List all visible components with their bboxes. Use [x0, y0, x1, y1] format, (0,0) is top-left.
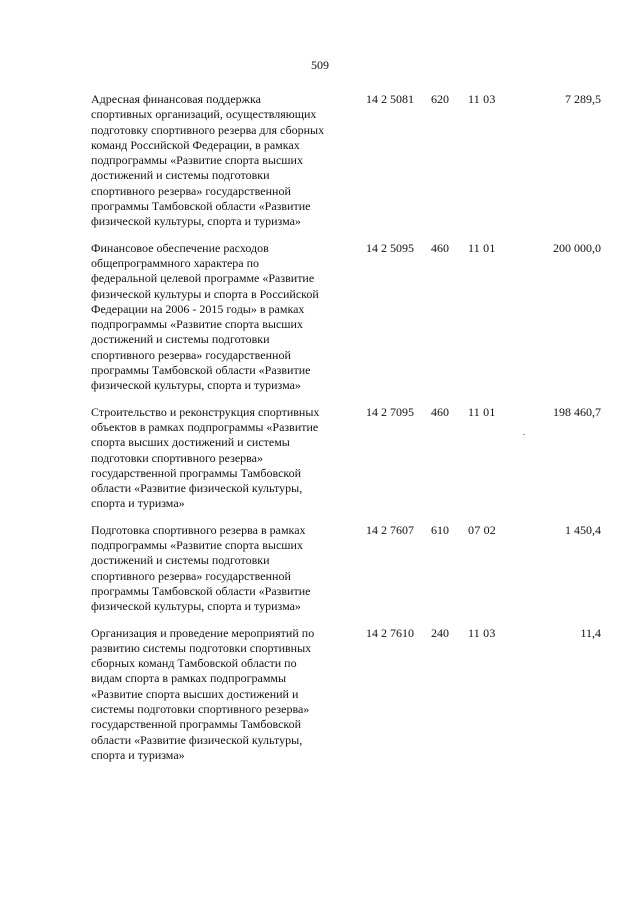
description-line: области «Развитие физической культуры, [91, 732, 303, 747]
description-line: достижений и системы подготовки [91, 332, 270, 347]
description-line: Подготовка спортивного резерва в рамках [91, 522, 306, 537]
amount-value: 11,4 [580, 625, 601, 640]
description-line: сборных команд Тамбовской области по [91, 656, 297, 671]
table-row [91, 92, 601, 230]
section-subsection-code: 11 01 [468, 404, 496, 419]
description-line: спорта и туризма» [91, 496, 185, 511]
description-line: подпрограммы «Развитие спорта высших [91, 153, 303, 168]
description-line: спорта высших достижений и системы [91, 435, 290, 450]
budget-table [91, 92, 601, 763]
description-line: достижений и системы подготовки [91, 553, 270, 568]
description-line: Федерации на 2006 - 2015 годы» в рамках [91, 301, 305, 316]
scan-speck [523, 434, 525, 435]
description-line: развитию системы подготовки спортивных [91, 640, 312, 655]
description-line: Строительство и реконструкция спортивных [91, 404, 320, 419]
description-line: программы Тамбовской области «Развитие [91, 199, 311, 214]
table-row [91, 523, 601, 615]
description-line: Финансовое обеспечение расходов [91, 240, 269, 255]
page-number: 509 [311, 58, 329, 72]
target-article-code: 14 2 5095 [366, 240, 414, 255]
table-row [91, 241, 601, 394]
description-line: программы Тамбовской области «Развитие [91, 583, 311, 598]
row-description [91, 241, 347, 394]
description-line: физической культуры, спорта и туризма» [91, 214, 301, 229]
description-line: программы Тамбовской области «Развитие [91, 363, 311, 378]
amount-value: 7 289,5 [565, 92, 601, 106]
target-article-code: 14 2 7607 [366, 522, 414, 537]
expense-type-code: 460 [431, 404, 449, 419]
description-line: подпрограммы «Развитие спорта высших [91, 538, 303, 553]
table-row [91, 626, 601, 764]
expense-type-code: 610 [431, 522, 449, 537]
description-line: спортивного резерва» государственной [91, 568, 291, 583]
description-line: спортивного резерва» государственной [91, 347, 291, 362]
target-article-code: 14 2 5081 [366, 92, 414, 106]
row-description [91, 523, 347, 615]
description-line: общепрограммного характера по [91, 255, 260, 270]
section-subsection-code: 07 02 [468, 522, 496, 537]
description-line: спорта и туризма» [91, 747, 185, 762]
expense-type-code: 620 [431, 92, 449, 106]
section-subsection-code: 11 01 [468, 240, 496, 255]
row-description [91, 92, 347, 230]
description-line: спортивных организаций, осуществляющих [91, 107, 317, 122]
description-line: государственной программы Тамбовской [91, 717, 302, 732]
amount-value: 198 460,7 [553, 404, 601, 419]
expense-type-code: 240 [431, 625, 449, 640]
description-line: Организация и проведение мероприятий по [91, 625, 315, 640]
description-line: физической культуры, спорта и туризма» [91, 378, 301, 393]
description-line: подготовки спортивного резерва» [91, 450, 263, 465]
description-line: федеральной целевой программе «Развитие [91, 271, 315, 286]
row-description [91, 626, 347, 764]
description-line: Адресная финансовая поддержка [91, 92, 261, 106]
target-article-code: 14 2 7610 [366, 625, 414, 640]
description-line: подготовку спортивного резерва для сборных [91, 122, 325, 137]
description-line: системы подготовки спортивного резерва» [91, 701, 310, 716]
row-description [91, 405, 347, 512]
table-row [91, 405, 601, 512]
description-line: спортивного резерва» государственной [91, 183, 291, 198]
target-article-code: 14 2 7095 [366, 404, 414, 419]
description-line: достижений и системы подготовки [91, 168, 270, 183]
description-line: подпрограммы «Развитие спорта высших [91, 317, 303, 332]
description-line: объектов в рамках подпрограммы «Развитие [91, 419, 319, 434]
description-line: физической культуры и спорта в Российской [91, 286, 319, 301]
expense-type-code: 460 [431, 240, 449, 255]
amount-value: 200 000,0 [553, 240, 601, 255]
description-line: государственной программы Тамбовской [91, 465, 302, 480]
section-subsection-code: 11 03 [468, 92, 496, 106]
description-line: «Развитие спорта высших достижений и [91, 686, 299, 701]
description-line: видам спорта в рамках подпрограммы [91, 671, 287, 686]
description-line: команд Российской Федерации, в рамках [91, 137, 300, 152]
description-line: области «Развитие физической культуры, [91, 481, 303, 496]
description-line: физической культуры, спорта и туризма» [91, 599, 301, 614]
amount-value: 1 450,4 [565, 522, 601, 537]
section-subsection-code: 11 03 [468, 625, 496, 640]
